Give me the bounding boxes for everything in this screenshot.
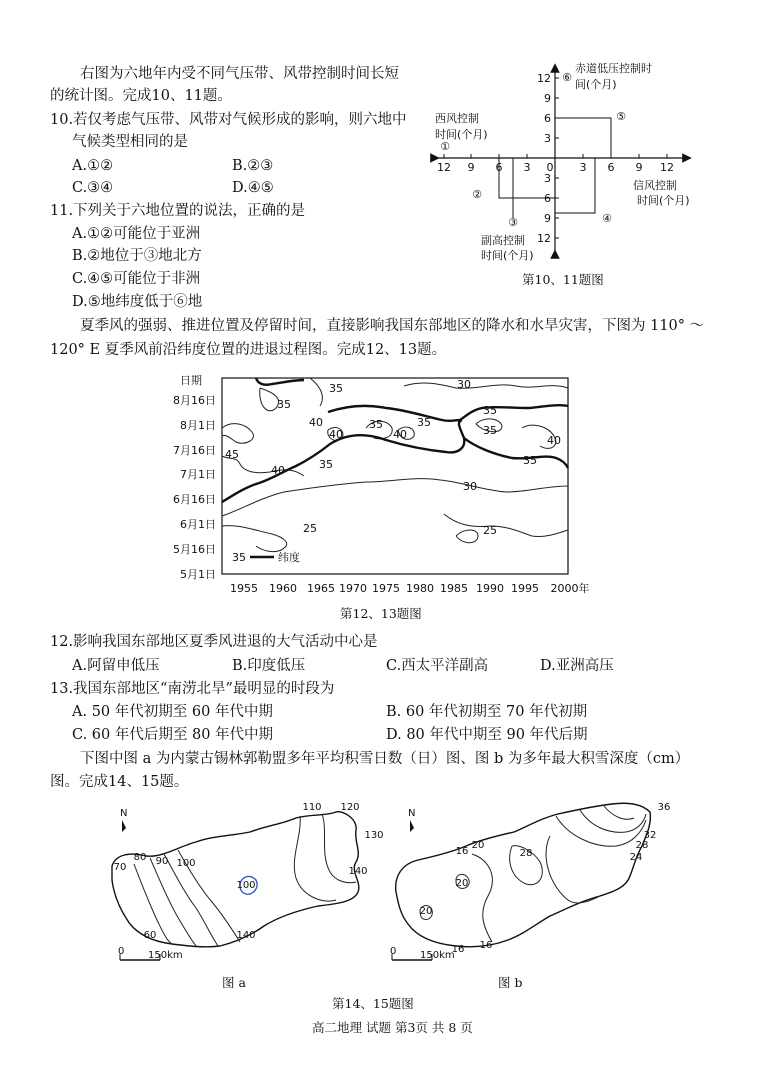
isoline-label: 20 (419, 906, 433, 917)
q11-option-b: B.②地位于③地北方 (72, 248, 202, 264)
label-equatorial-low-2: 间(个月) (575, 78, 617, 91)
scale-zero: 0 (390, 946, 397, 957)
isoline-label: 110 (302, 802, 322, 813)
x-tick-1995: 1995 (511, 582, 539, 595)
intro-12-13-line-2: 120° E 夏季风前沿纬度位置的进退过程图。完成12、13题。 (50, 342, 447, 358)
north-arrow-icon (122, 820, 126, 832)
isoline-label: 20 (455, 878, 469, 889)
point-2-marker: ② (472, 188, 482, 201)
q11-option-d: D.⑤地纬度低于⑥地 (72, 294, 203, 310)
y-tick-jun1: 6月1日 (180, 518, 216, 531)
scale-bar (118, 946, 183, 961)
contour-label: 30 (457, 378, 471, 391)
x-tick-right-3: 3 (579, 161, 587, 174)
x-tick-origin: 0 (546, 161, 554, 174)
isoline-label: 70 (113, 862, 127, 873)
contour-label: 35 (417, 416, 431, 429)
q10-option-a: A.①② (72, 158, 114, 174)
isoline-label: 120 (340, 802, 360, 813)
contour-thin (222, 424, 253, 444)
north-label: N (408, 808, 416, 819)
isoline-label: 16 (455, 846, 469, 857)
x-tick-2000: 2000年 (550, 582, 590, 595)
q10-stem-2: 气候类型相同的是 (72, 134, 188, 150)
isoline-label: 32 (643, 830, 657, 841)
x-tick-1960: 1960 (269, 582, 297, 595)
q12-option-b: B.印度低压 (232, 658, 306, 674)
point-1-marker: ① (440, 140, 450, 153)
y-tick-jul16: 7月16日 (173, 444, 216, 457)
q12-option-a: A.阿留申低压 (72, 658, 160, 674)
y-tick-may1: 5月1日 (180, 568, 216, 581)
y-tick-top-9: 9 (544, 92, 551, 105)
north-label: N (120, 808, 128, 819)
x-tick-left-9: 9 (467, 161, 475, 174)
region-outline (112, 812, 359, 947)
q13-stem: 13.我国东部地区“南涝北旱”最明显的时段为 (50, 681, 335, 697)
isoline-label: 140 (348, 866, 368, 877)
intro-line-2: 的统计图。完成10、11题。 (50, 88, 232, 104)
y-tick-bottom-9: 9 (544, 212, 551, 225)
y-tick-may16: 5月16日 (173, 543, 216, 556)
label-trade-winds-2: 时间(个月) (637, 194, 690, 207)
contour-label: 40 (393, 428, 407, 441)
q11-option-c: C.④⑤可能位于非洲 (72, 271, 201, 287)
y-tick-bottom-12: 12 (537, 232, 551, 245)
label-equatorial-low-1: 赤道低压控制时 (575, 62, 652, 75)
y-tick-jun16: 6月16日 (173, 493, 216, 506)
chart2-caption: 第12、13题图 (340, 606, 422, 621)
region-outline (396, 803, 651, 946)
y-tick-aug1: 8月1日 (180, 419, 216, 432)
x-tick-1980: 1980 (406, 582, 434, 595)
contour-30 (222, 479, 568, 516)
isoline-label: 60 (143, 930, 157, 941)
contour-label: 40 (309, 416, 323, 429)
isoline-label: 16 (451, 944, 465, 955)
label-subtropical-high-1: 副高控制 (481, 234, 525, 247)
point-4-guide (555, 158, 595, 213)
scale-bar (390, 946, 455, 961)
isoline (556, 816, 646, 846)
contour-label: 35 (319, 458, 333, 471)
contour-thin (404, 383, 568, 388)
isoline-label: 100 (236, 880, 256, 891)
intro-12-13-line-1: 夏季风的强弱、推进位置及停留时间，直接影响我国东部地区的降水和水旱灾害，下图为 110° ～ (80, 318, 705, 334)
q11-option-a: A.①②可能位于亚洲 (72, 226, 201, 242)
isoline-label: 100 (176, 858, 196, 869)
legend-label: 纬度 (278, 551, 300, 564)
contour-label: 25 (303, 522, 317, 535)
contour-label: 30 (463, 480, 477, 493)
q10-option-d: D.④⑤ (232, 180, 274, 196)
q10-stem-1: 10.若仅考虑气压带、风带对气候形成的影响，则六地中 (50, 112, 407, 128)
isoline (580, 810, 646, 832)
scale-zero: 0 (118, 946, 125, 957)
isoline-35-top (256, 378, 304, 385)
x-tick-1985: 1985 (440, 582, 468, 595)
north-arrow-icon (410, 820, 414, 832)
intro-14-15-line-2: 图。完成14、15题。 (50, 774, 189, 790)
x-tick-1990: 1990 (476, 582, 504, 595)
legend-value: 35 (232, 551, 246, 564)
isoline-label: 24 (629, 852, 643, 863)
isoline-label: 16 (479, 940, 493, 951)
x-tick-left-3: 3 (523, 161, 531, 174)
contour-label: 35 (483, 424, 497, 437)
contour-label: 35 (277, 398, 291, 411)
chart2-ylabel: 日期 (180, 374, 202, 387)
isoline-label: 20 (471, 840, 485, 851)
contour-label: 40 (547, 434, 561, 447)
y-tick-top-12: 12 (537, 72, 551, 85)
map-b-caption: 图 b (498, 975, 523, 990)
isoline (546, 836, 600, 903)
y-tick-aug16: 8月16日 (173, 394, 216, 407)
isoline (604, 806, 634, 819)
isoline-label: 90 (155, 856, 169, 867)
contour-label: 35 (369, 418, 383, 431)
q10-option-b: B.②③ (232, 158, 274, 174)
map-a-caption: 图 a (222, 975, 246, 990)
contour-label: 35 (483, 404, 497, 417)
point-6-marker: ⑥ (562, 71, 572, 84)
point-3-marker: ③ (508, 216, 518, 229)
isoline (294, 816, 336, 901)
page-footer: 高二地理 试题 第3页 共 8 页 (312, 1020, 473, 1035)
isoline-label: 28 (635, 840, 649, 851)
control-time-diagram (425, 58, 705, 293)
contour-thin (310, 378, 322, 406)
chart2-legend (232, 550, 300, 564)
contour-label: 40 (271, 464, 285, 477)
chart1-caption: 第10、11题图 (522, 272, 604, 287)
isoline-35-middle (328, 405, 568, 421)
y-tick-top-6: 6 (544, 112, 551, 125)
x-tick-left-6: 6 (495, 161, 503, 174)
q12-option-d: D.亚洲高压 (540, 658, 614, 674)
map-a-snow-days (100, 796, 390, 974)
contour-label: 35 (523, 454, 537, 467)
isoline-label: 36 (657, 802, 671, 813)
isoline (472, 854, 492, 942)
x-tick-1955: 1955 (230, 582, 258, 595)
x-tick-1965: 1965 (307, 582, 335, 595)
q12-option-c: C.西太平洋副高 (386, 658, 489, 674)
q11-stem: 11.下列关于六地位置的说法，正确的是 (50, 203, 306, 219)
x-tick-left-12: 12 (437, 161, 451, 174)
intro-14-15-line-1: 下图中图 a 为内蒙古锡林郭勒盟多年平均积雪日数（日）图、图 b 为多年最大积雪深度（cm） (80, 751, 690, 767)
y-tick-bottom-6: 6 (544, 192, 551, 205)
y-tick-top-3: 3 (544, 132, 551, 145)
contour-label: 35 (329, 382, 343, 395)
y-tick-bottom-3: 3 (544, 172, 551, 185)
q12-stem: 12.影响我国东部地区夏季风进退的大气活动中心是 (50, 634, 378, 650)
contour-thin (456, 530, 478, 543)
intro-line-1: 右图为六地年内受不同气压带、风带控制时间长短 (80, 66, 399, 82)
scale-150: 150km (420, 950, 455, 961)
contour-thin (260, 388, 279, 411)
monsoon-front-chart (160, 368, 600, 600)
contour-label: 40 (329, 428, 343, 441)
q13-option-d: D. 80 年代中期至 90 年代后期 (386, 727, 588, 743)
x-tick-1970: 1970 (339, 582, 367, 595)
isoline-label: 140 (236, 930, 256, 941)
q10-option-c: C.③④ (72, 180, 114, 196)
x-tick-right-9: 9 (635, 161, 643, 174)
q13-option-c: C. 60 年代后期至 80 年代中期 (72, 727, 274, 743)
isoline-label: 28 (519, 848, 533, 859)
point-5-marker: ⑤ (616, 110, 626, 123)
label-trade-winds-1: 信风控制 (633, 179, 677, 192)
q13-option-b: B. 60 年代初期至 70 年代初期 (386, 704, 588, 720)
contour-25 (222, 526, 287, 552)
label-westerlies-1: 西风控制 (435, 112, 479, 125)
scale-150: 150km (148, 950, 183, 961)
contour-thin (444, 514, 568, 537)
point-4-marker: ④ (602, 212, 612, 225)
x-tick-right-6: 6 (607, 161, 615, 174)
map-b-snow-depth (380, 796, 680, 974)
x-tick-right-12: 12 (660, 161, 674, 174)
q13-option-a: A. 50 年代初期至 60 年代中期 (72, 704, 273, 720)
maps-caption: 第14、15题图 (332, 996, 414, 1011)
point-5-guide (555, 118, 611, 158)
label-westerlies-2: 时间(个月) (435, 128, 488, 141)
isoline-label: 130 (364, 830, 384, 841)
label-subtropical-high-2: 时间(个月) (481, 249, 534, 262)
contour-label: 45 (225, 448, 239, 461)
y-tick-jul1: 7月1日 (180, 468, 216, 481)
contour-label: 25 (483, 524, 497, 537)
isoline-label: 80 (133, 852, 147, 863)
x-tick-1975: 1975 (372, 582, 400, 595)
